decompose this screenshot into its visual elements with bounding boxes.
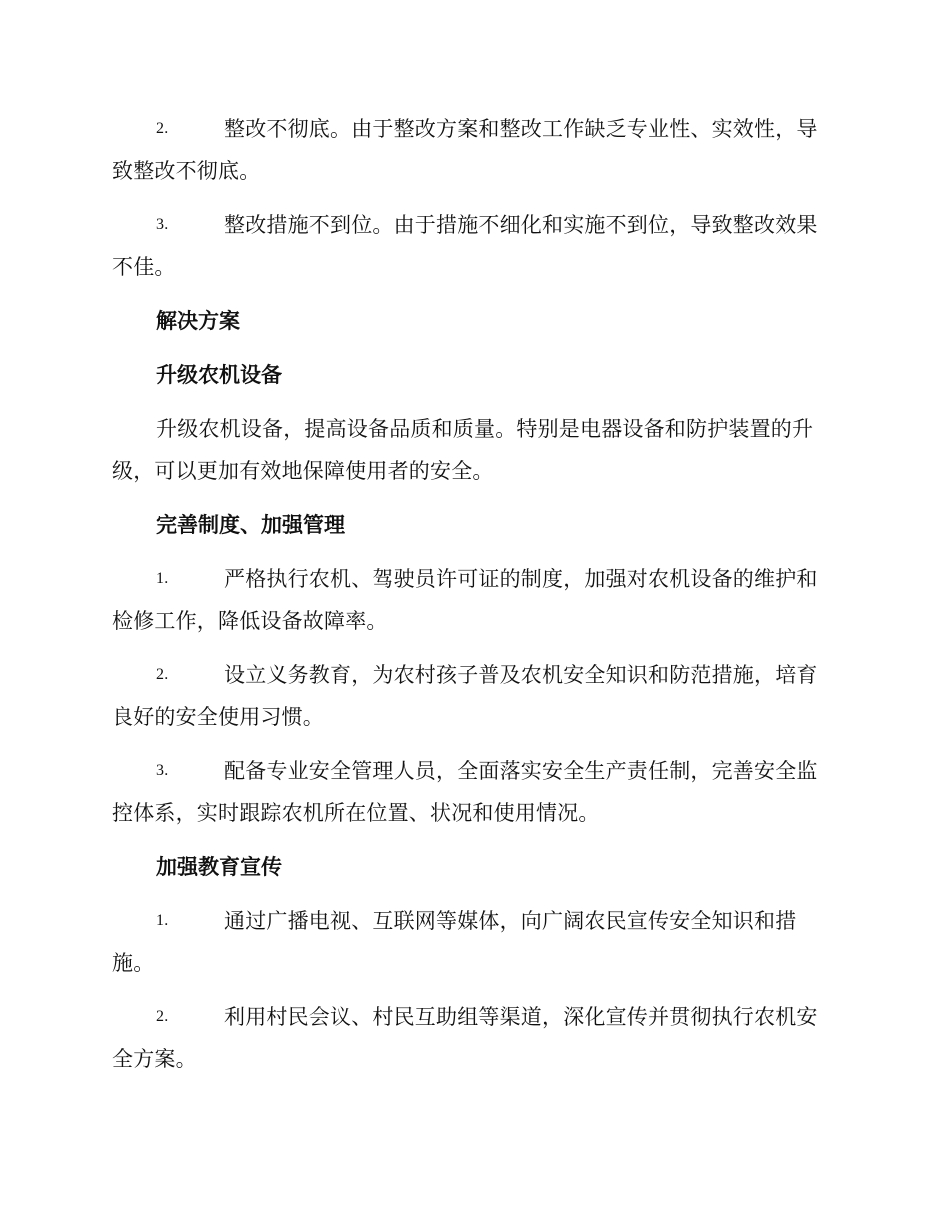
item-text: 配备专业安全管理人员，全面落实安全生产责任制，完善安全监控体系，实时跟踪农机所在位置、状况和使用情况。 <box>112 759 818 825</box>
item-number: 1. <box>156 912 169 929</box>
subsection-heading: 完善制度、加强管理 <box>156 513 345 537</box>
item-number: 2. <box>156 666 169 683</box>
item-number: 1. <box>156 570 169 587</box>
numbered-item <box>112 558 834 642</box>
item-number: 3. <box>156 762 169 779</box>
numbered-item <box>112 900 834 984</box>
item-number: 3. <box>156 216 169 233</box>
numbered-item <box>112 750 834 834</box>
item-text: 设立义务教育，为农村孩子普及农机安全知识和防范措施，培育良好的安全使用习惯。 <box>112 663 818 729</box>
item-number: 2. <box>156 120 169 137</box>
numbered-item <box>112 996 834 1080</box>
item-text: 严格执行农机、驾驶员许可证的制度，加强对农机设备的维护和检修工作，降低设备故障率。 <box>112 567 818 633</box>
item-text: 整改措施不到位。由于措施不细化和实施不到位，导致整改效果不佳。 <box>112 213 818 279</box>
body-paragraph: 升级农机设备，提高设备品质和质量。特别是电器设备和防护装置的升级，可以更加有效地保障使用者的安全。 <box>112 417 814 483</box>
subsection-heading: 升级农机设备 <box>156 363 282 387</box>
item-text: 整改不彻底。由于整改方案和整改工作缺乏专业性、实效性，导致整改不彻底。 <box>112 117 818 183</box>
numbered-item <box>112 654 834 738</box>
subsection-heading: 加强教育宣传 <box>156 855 282 879</box>
document-page <box>112 108 834 1080</box>
numbered-item <box>112 204 834 288</box>
section-heading: 解决方案 <box>156 309 240 333</box>
item-text: 通过广播电视、互联网等媒体，向广阔农民宣传安全知识和措施。 <box>112 909 797 975</box>
numbered-item <box>112 108 834 192</box>
item-number: 2. <box>156 1008 169 1025</box>
item-text: 利用村民会议、村民互助组等渠道，深化宣传并贯彻执行农机安全方案。 <box>112 1005 818 1071</box>
